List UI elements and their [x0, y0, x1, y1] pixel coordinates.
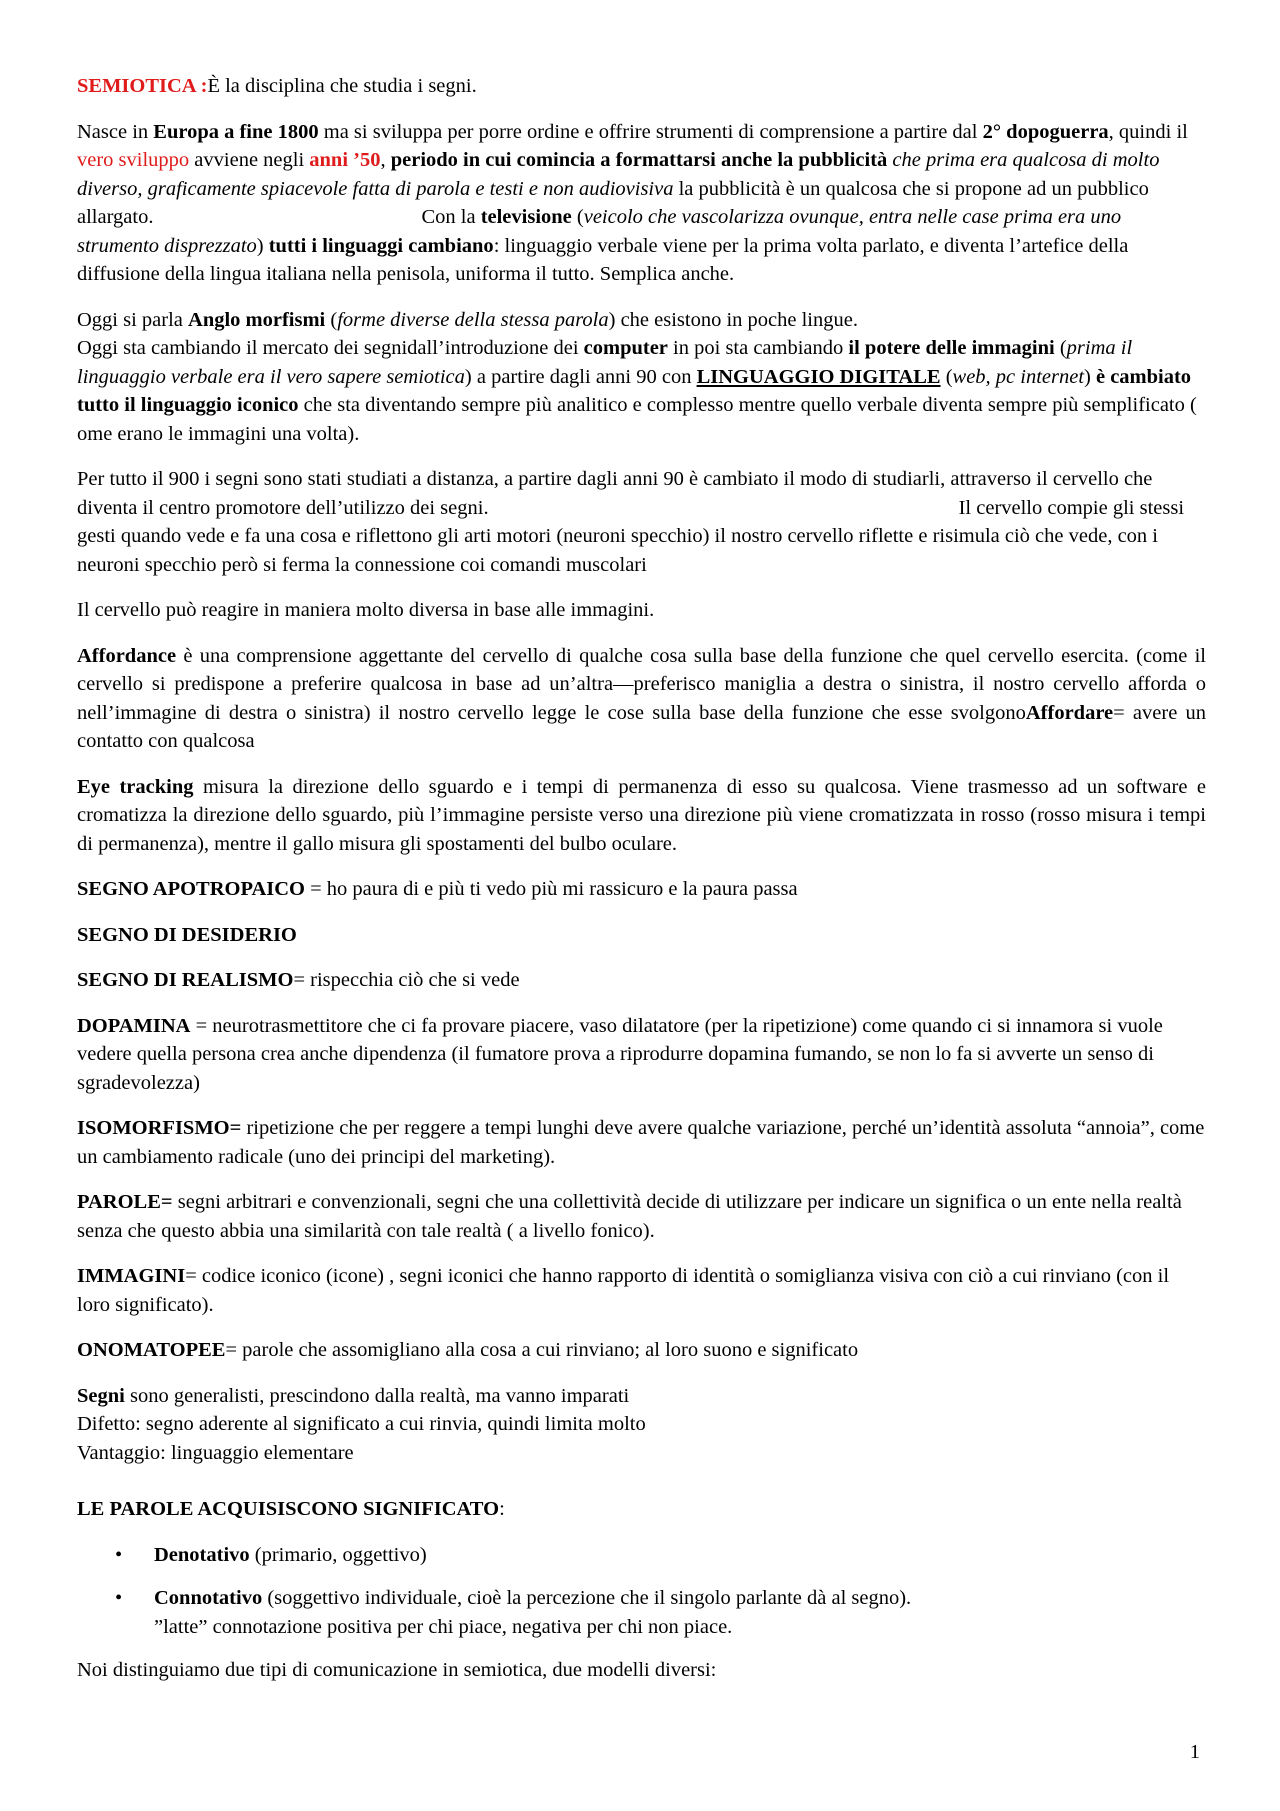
text: = neurotrasmettitore che ci fa provare piacere, vaso dilatatore (per la ripetizione) come quando ci si innamora si vuole vedere quella persona crea anche dipendenza (il fumatore prova a riprodurre dopamina fumando, se non lo fa si avverte un senso di sgradevolezza) — [77, 1014, 1163, 1094]
paragraph-segno-desiderio — [77, 921, 1206, 950]
title-semiotica: SEMIOTICA : — [77, 75, 208, 97]
bold-text: ISOMORFISMO= — [77, 1117, 242, 1139]
bold-text: periodo in cui comincia a formattarsi anche la pubblicità — [390, 149, 888, 171]
bold-text: Segni — [77, 1384, 125, 1407]
bold-text: è cambiato tutto il linguaggio iconico — [77, 365, 1192, 416]
bold-underlined-text: LINGUAGGIO DIGITALE — [696, 365, 941, 388]
text: ma si sviluppa per porre ordine e offrire strumenti di comprensione a partire dal — [318, 120, 983, 143]
paragraph-segno-realismo — [77, 966, 1206, 995]
bold-text: Affordance — [77, 644, 177, 667]
bold-text: televisione — [480, 206, 572, 228]
list-item — [77, 1541, 1206, 1570]
text: Difetto: segno aderente al significato a cui rinvia, quindi limita molto — [77, 1413, 646, 1435]
bold-text: DOPAMINA — [77, 1014, 191, 1037]
paragraph-parole-significato — [77, 1495, 1206, 1524]
text: È la disciplina che studia i segni. — [207, 75, 477, 97]
text: in poi sta cambiando — [667, 337, 849, 359]
text: sono generalisti, prescindono dalla realtà, ma vanno imparati — [124, 1384, 630, 1407]
italic-text: veicolo che vascolarizza ovunque, entra nelle case prima era uno strumento disprezzato — [77, 206, 1122, 257]
paragraph-eye-tracking — [77, 773, 1206, 859]
italic-text: forme diverse della stessa parola — [337, 308, 609, 331]
text: Noi distinguiamo due tipi di comunicazione in semiotica, due modelli diversi: — [77, 1659, 717, 1681]
bold-text: LE PAROLE ACQUISISCONO SIGNIFICATO — [77, 1498, 500, 1520]
text: (soggettivo individuale, cioè la percezione che il singolo parlante dà al segno). — [262, 1587, 912, 1609]
bold-text: Denotativo — [154, 1543, 250, 1566]
bold-text: IMMAGINI — [77, 1265, 186, 1287]
text: = parole che assomigliano alla cosa a cui rinviano; al loro suono e significato — [225, 1339, 859, 1361]
highlight-text: anni ’50 — [309, 149, 381, 171]
paragraph-segno-apotropaico — [77, 875, 1206, 904]
text: ( — [571, 206, 584, 228]
paragraph-origins — [77, 118, 1206, 289]
paragraph-anglomorfismi — [77, 306, 1206, 449]
page-number: 1 — [1189, 1741, 1200, 1763]
bullet-list — [77, 1541, 1206, 1642]
paragraph-semiotica — [77, 72, 1206, 101]
text: = avere un contatto con qualcosa — [77, 701, 1207, 752]
text: misura la direzione dello sguardo e i tempi di permanenza di esso su qualcosa. Viene trasmesso ad un software e cromatizza la direzione dello sguardo, più l’immagine persiste verso una direzione più viene cromatizzata in rosso (rosso misura i tempi di permanenza), mentre il gallo misura gli spostamenti del bulbo oculare. — [77, 775, 1207, 855]
text: = rispecchia ciò che si vede — [293, 969, 520, 991]
text: la pubblicità è un qualcosa che si propone ad un pubblico allargato. — [77, 177, 1149, 228]
bold-text: SEGNO DI REALISMO — [77, 969, 294, 991]
text: : — [499, 1498, 505, 1520]
text: Per tutto il 900 i segni sono stati studiati a distanza, a partire dagli anni 90 è cambiato il modo di studiarli, attraverso il cervello che diventa il centro promotore dell’utilizzo dei segni. — [77, 468, 1153, 519]
bullet-icon: • — [115, 1587, 123, 1609]
bold-text: 2° dopoguerra — [982, 120, 1109, 143]
paragraph-isomorfismo — [77, 1114, 1206, 1171]
text: , — [380, 149, 391, 171]
text: ripetizione che per reggere a tempi lunghi deve avere qualche variazione, perché un’identità assoluta “annoia”, come un cambiamento radicale (uno dei principi del marketing). — [77, 1117, 1205, 1168]
text: = codice iconico (icone) , segni iconici che hanno rapporto di identità o somiglianza visiva con ciò a cui rinviano (con il loro significato). — [77, 1265, 1170, 1316]
paragraph-brain — [77, 465, 1206, 579]
bullet-icon: • — [115, 1543, 123, 1566]
text: che sta diventando sempre più analitico e complesso mentre quello verbale diventa sempre più semplificato ( ome erano le immagini una volta). — [77, 394, 1197, 445]
bold-text: Anglo morfismi — [188, 308, 326, 331]
text: ) a partire dagli anni 90 con — [464, 365, 697, 388]
text: : linguaggio verbale viene per la prima volta parlato, e diventa l’artefice della diffusione della lingua italiana nella penisola, uniforma il tutto. Semplica anche. — [77, 234, 1129, 285]
text: Il cervello può reagire in maniera molto diversa in base alle immagini. — [77, 599, 655, 621]
text: ( — [1054, 337, 1067, 359]
text: ) — [1084, 365, 1096, 388]
text: Oggi sta cambiando il mercato dei segnidall’introduzione dei — [77, 337, 584, 359]
text: (primario, oggettivo) — [249, 1543, 427, 1566]
paragraph-immagini — [77, 1262, 1206, 1319]
paragraph-parole — [77, 1188, 1206, 1245]
text: avviene negli — [189, 149, 310, 171]
italic-text: che prima era qualcosa di molto diverso, graficamente spiacevole fatta di parola e testi e non audiovisiva — [77, 149, 1160, 200]
bold-text: SEGNO DI DESIDERIO — [77, 923, 297, 946]
bold-text: PAROLE= — [77, 1191, 173, 1213]
text: Nasce in — [77, 120, 154, 143]
text: Con la — [421, 206, 481, 228]
paragraph-dopamina — [77, 1012, 1206, 1098]
paragraph-brain-images — [77, 596, 1206, 625]
bold-text: computer — [583, 337, 668, 359]
text: ( — [940, 365, 953, 388]
text: , quindi il — [1108, 120, 1188, 143]
text: Oggi si parla — [77, 308, 189, 331]
bold-text: tutti i linguaggi cambiano — [268, 234, 494, 257]
bold-text: Eye tracking — [77, 775, 194, 798]
text: segni arbitrari e convenzionali, segni che una collettività decide di utilizzare per indicare un significa o un ente nella realtà senza che questo abbia una similarità con tale realtà ( a livello fonico). — [77, 1191, 1182, 1242]
paragraph-segni — [77, 1382, 1206, 1468]
text: Il cervello compie gli stessi gesti quando vede e fa una cosa e riflettono gli arti motori (neuroni specchio) il nostro cervello riflette e risimula ciò che vede, con i neuroni specchio però si ferma la connessione coi comandi muscolari — [77, 496, 1185, 576]
bold-text: Connotativo — [154, 1587, 263, 1609]
text: ) che esistono in poche lingue. — [608, 308, 858, 331]
text: Vantaggio: linguaggio elementare — [77, 1441, 354, 1464]
italic-text: web, pc internet — [952, 365, 1085, 388]
bold-text: il potere delle immagini — [848, 337, 1055, 359]
text: ) — [256, 234, 269, 257]
bold-text: SEGNO APOTROPAICO — [77, 878, 305, 900]
text: è una comprensione aggettante del cervello di qualche cosa sulla base della funzione che quel cervello esercita. (come il cervello si predispone a preferire qualcosa in base ad un’altra—preferisco maniglia a destra o sinistra, il nostro cervello afforda o nell’immagine di destra o sinistra) il nostro cervello legge le cose sulla base della funzione che esse svolgono — [77, 644, 1206, 724]
bold-text: ONOMATOPEE — [77, 1339, 226, 1361]
list-item — [77, 1584, 1206, 1641]
highlight-text: vero sviluppo — [77, 149, 190, 171]
italic-text: prima il linguaggio verbale era il vero sapere semiotica — [77, 337, 1133, 388]
bold-text: Europa a fine 1800 — [153, 120, 319, 143]
text: ”latte” connotazione positiva per chi piace, negativa per chi non piace. — [154, 1615, 733, 1638]
paragraph-affordance — [77, 642, 1206, 756]
paragraph-comunicazione — [77, 1656, 1206, 1685]
text: = ho paura di e più ti vedo più mi rassicuro e la paura passa — [305, 878, 798, 900]
paragraph-onomatopee — [77, 1336, 1206, 1365]
bold-text: Affordare — [1025, 701, 1114, 724]
text: ( — [325, 308, 338, 331]
